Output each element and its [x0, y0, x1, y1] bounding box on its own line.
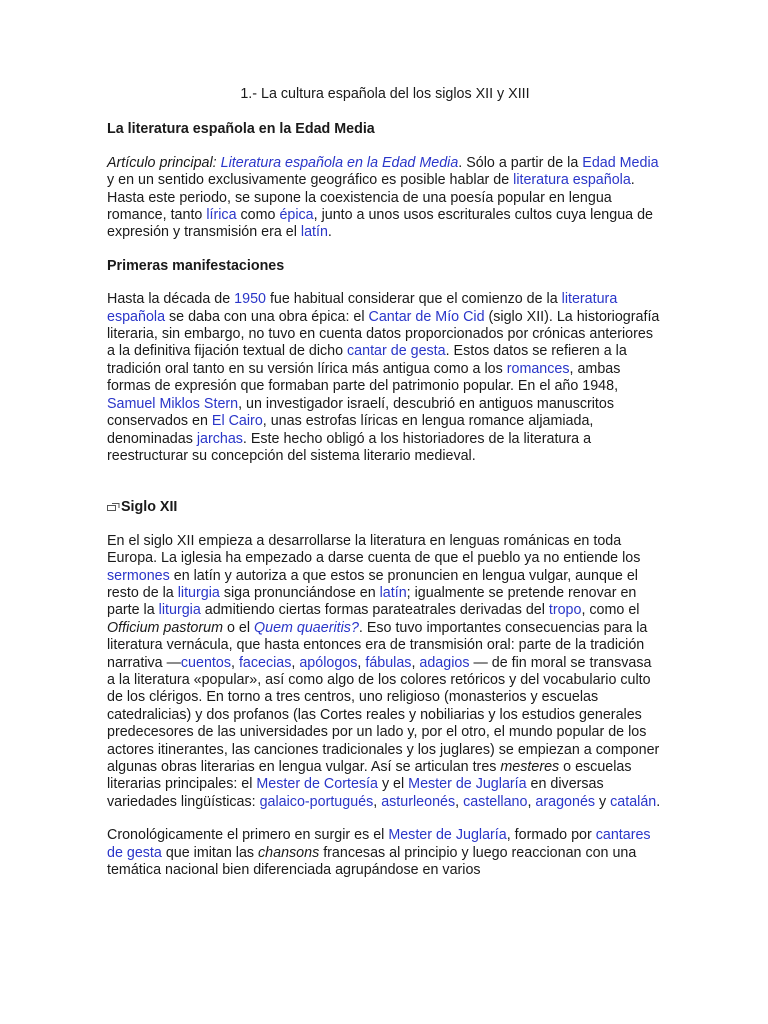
text-run: . [327, 224, 332, 241]
text-run: (siglo XII). La historiografía literaria, sin embargo, no tuvo en cuenta datos proporcionados por crónicas anteriores a la definitiva fijación textual de dicho [107, 308, 660, 360]
document-body [107, 86, 663, 879]
text-run: . Sólo a partir de la [458, 154, 583, 171]
link-romances[interactable]: romances [506, 360, 570, 377]
text-run: mesteres [500, 759, 560, 775]
text-run: , junto a unos usos escriturales cultos cuya lengua de expresión y transmisión era el [107, 207, 653, 241]
link-mester-de-cortesía[interactable]: Mester de Cortesía [256, 776, 378, 793]
paragraph-mester-juglaria [107, 827, 663, 879]
link-sermones[interactable]: sermones [107, 567, 170, 584]
link-1950[interactable]: 1950 [234, 291, 266, 308]
link-cantares-de-gesta[interactable]: cantares de gesta [107, 827, 651, 861]
link-tropo[interactable]: tropo [548, 602, 582, 619]
heading-primeras-manifestaciones: Primeras manifestaciones [107, 257, 285, 274]
heading-edad-media: La literatura española en la Edad Media [107, 121, 375, 138]
text-run: , ambas formas de expresión que formaban parte del patrimonio popular. En el año 1948, [107, 360, 621, 395]
link-facecias[interactable]: facecias [238, 654, 292, 671]
link-lírica[interactable]: lírica [206, 207, 237, 224]
text-run: . Hasta este periodo, se supone la coexistencia de una poesía popular en lengua romance, tanto [107, 172, 635, 224]
paragraph-primeras-manifestaciones [107, 291, 663, 465]
text-run: fue habitual considerar que el comienzo de la [265, 291, 562, 308]
link-fábulas[interactable]: fábulas [365, 654, 412, 671]
text-run: , unas estrofas líricas en lengua romance aljamiada, denominadas [107, 413, 594, 447]
link-el-cairo[interactable]: El Cairo [211, 413, 263, 430]
text-run: como [236, 207, 280, 224]
link-mester-de-juglaría[interactable]: Mester de Juglaría [388, 827, 507, 844]
text-run: admitiendo ciertas formas parateatrales derivadas del [200, 602, 549, 619]
paragraph-edad-media [107, 155, 663, 242]
link-latín[interactable]: latín [300, 224, 328, 241]
text-run: , [455, 793, 464, 810]
text-run: . Eso tuvo importantes consecuencias para la literatura vernácula, que hasta entonces era de transmisión oral: parte de la tradición narrativa — [107, 619, 648, 671]
text-run: , formado por [506, 827, 596, 844]
link-apólogos[interactable]: apólogos [299, 654, 358, 671]
link-castellano[interactable]: castellano [463, 793, 528, 810]
link-cantar-de-mío-cid[interactable]: Cantar de Mío Cid [368, 308, 485, 325]
link-samuel-miklos-stern[interactable]: Samuel Miklos Stern [107, 395, 239, 412]
link-literatura-española[interactable]: literatura española [107, 291, 618, 325]
link-catalán[interactable]: catalán [610, 793, 657, 810]
link-cuentos[interactable]: cuentos [180, 654, 231, 671]
text-run: chansons [258, 844, 320, 861]
link-latín[interactable]: latín [379, 584, 407, 601]
text-run: , [230, 654, 239, 671]
paragraph-siglo-xii [107, 533, 663, 812]
text-run: , [373, 793, 382, 810]
link-aragonés[interactable]: aragonés [535, 793, 596, 810]
text-run: en diversas variedades lingüísticas: [107, 776, 604, 810]
text-run: , un investigador israelí, descubrió en antiguos manuscritos conservados en [107, 395, 615, 430]
link-galaico-portugués[interactable]: galaico-portugués [259, 793, 374, 810]
text-run: Officium pastorum [107, 619, 223, 636]
link-mester-de-juglaría[interactable]: Mester de Juglaría [408, 776, 527, 793]
text-run: y [595, 793, 611, 810]
text-run: . [656, 793, 661, 810]
document-title: 1.- La cultura española del los siglos XII y XIII [240, 86, 530, 102]
text-run: , [357, 654, 366, 671]
text-run: o escuelas literarias principales: el [107, 759, 632, 793]
text-run: ; igualmente se pretende renovar en parte la [107, 584, 637, 619]
link-jarchas[interactable]: jarchas [196, 430, 243, 447]
text-run: , [291, 654, 300, 671]
link-edad-media[interactable]: Edad Media [582, 154, 659, 171]
text-run: se daba con una obra épica: el [165, 308, 369, 325]
text-run: En el siglo XII empieza a desarrollarse la literatura en lenguas románicas en toda Europa. La iglesia ha empezado a darse cuenta de que el pueblo ya no entiende los [107, 532, 641, 567]
link-quem-quaeritis[interactable]: Quem quaeritis? [254, 619, 359, 636]
text-run: , como el [581, 602, 640, 619]
text-run: y el [377, 776, 409, 793]
text-run: o el [223, 619, 254, 636]
text-run: francesas al principio y luego reaccionan con una temática nacional bien diferenciada agrupándose en varios [107, 844, 637, 879]
link-icon [107, 500, 120, 510]
link-épica[interactable]: épica [279, 207, 314, 224]
text-run: Hasta la década de [107, 291, 235, 308]
link-literatura-española[interactable]: literatura española [513, 172, 631, 189]
text-run: . Este hecho obligó a los historiadores de la literatura a reestructurar su concepción del sistema literario medieval. [107, 430, 592, 464]
text-run: siga pronunciándose en [219, 584, 380, 601]
text-run: que imitan las [161, 844, 259, 861]
link-adagios[interactable]: adagios [419, 654, 470, 671]
link-liturgia[interactable]: liturgia [158, 602, 201, 619]
text-run: en latín y autoriza a que estos se pronuncien en lengua vulgar, aunque el resto de la [107, 567, 638, 601]
text-run: . Estos datos se refieren a la tradición oral tanto en su versión lírica más antigua como a los [107, 343, 627, 377]
link-cantar-de-gesta[interactable]: cantar de gesta [347, 343, 446, 360]
heading-siglo-xii-text: Siglo XII [121, 499, 178, 516]
heading-siglo-xii [107, 499, 663, 516]
link-literatura-española-en-la-edad-media[interactable]: Literatura española en la Edad Media [220, 154, 459, 171]
text-run: Artículo principal: [107, 154, 221, 171]
text-run: — de fin moral se transvasa a la literatura «popular», así como algo de los colores retóricos y del vocabulario culto de los clérigos. En torno a tres centros, uno religioso (monasterios y escuelas catedralicias) y dos profanos (las Cortes reales y nobiliarias y los estudios generales predecesores de las universidades por un lado y, por el otro, el mundo popular de los actores itinerantes, las canciones tradicionales y los juglares) se empiezan a componer algunas obras literarias en lengua vulgar. Así se articulan tres [107, 654, 660, 775]
text-run: Cronológicamente el primero en surgir es el [107, 827, 389, 844]
text-run: , [411, 654, 420, 671]
text-run: y en un sentido exclusivamente geográfico es posible hablar de [107, 172, 514, 189]
text-run: , [527, 793, 536, 810]
link-asturleonés[interactable]: asturleonés [381, 793, 456, 810]
link-liturgia[interactable]: liturgia [177, 584, 220, 601]
